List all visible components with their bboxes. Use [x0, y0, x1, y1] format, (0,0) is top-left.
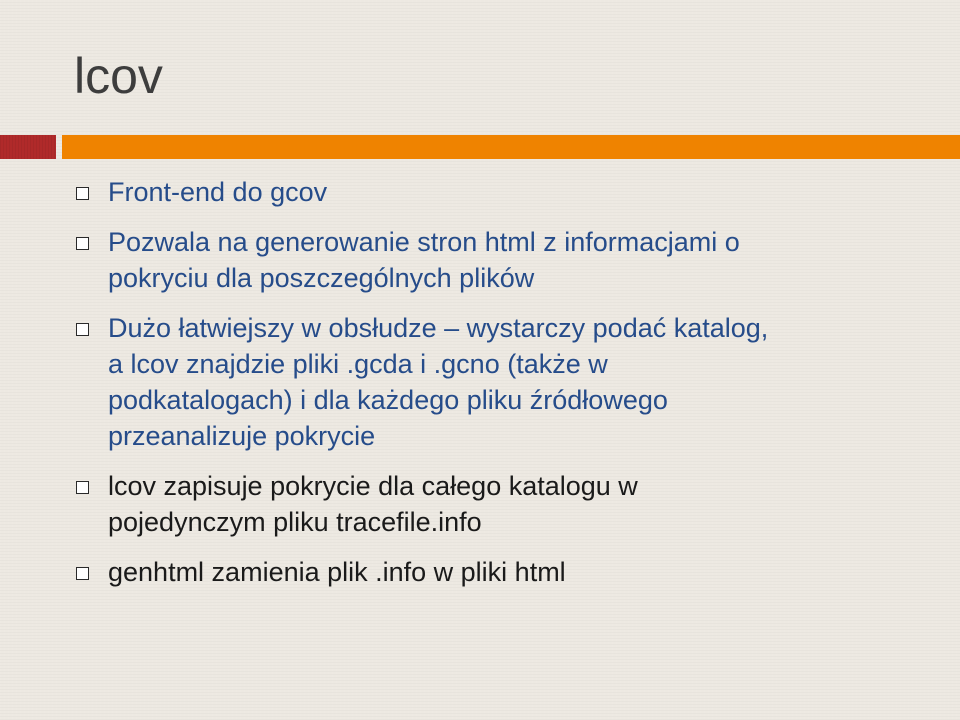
bullet-text-line: Pozwala na generowanie stron html z informacjami o [108, 227, 740, 257]
bullet-text-line: lcov zapisuje pokrycie dla całego katalogu w [108, 471, 638, 501]
bullet-text-line: pokryciu dla poszczególnych plików [108, 263, 535, 293]
bullet-item [74, 468, 924, 540]
bullet-text-line: genhtml zamienia plik .info w pliki html [108, 557, 566, 587]
bullet-item [74, 174, 924, 210]
square-checkbox-icon [76, 481, 89, 494]
bullet-text-line: Front-end do gcov [108, 177, 328, 207]
bullet-list [74, 174, 924, 604]
bullet-text-line: Dużo łatwiejszy w obsłudze – wystarczy podać katalog, [108, 313, 769, 343]
accent-bar-orange [62, 135, 960, 159]
square-checkbox-icon [76, 237, 89, 250]
square-checkbox-icon [76, 323, 89, 336]
bullet-text-line: przeanalizuje pokrycie [108, 421, 376, 451]
bullet-text-line: a lcov znajdzie pliki .gcda i .gcno (także w [108, 349, 608, 379]
bullet-item [74, 224, 924, 296]
bullet-text-line: podkatalogach) i dla każdego pliku źródłowego [108, 385, 668, 415]
bullet-item [74, 554, 924, 590]
bullet-item [74, 310, 924, 454]
accent-bar-red [0, 135, 56, 159]
square-checkbox-icon [76, 187, 89, 200]
bullet-text-line: pojedynczym pliku tracefile.info [108, 507, 482, 537]
square-checkbox-icon [76, 567, 89, 580]
slide-title: lcov [74, 48, 163, 104]
